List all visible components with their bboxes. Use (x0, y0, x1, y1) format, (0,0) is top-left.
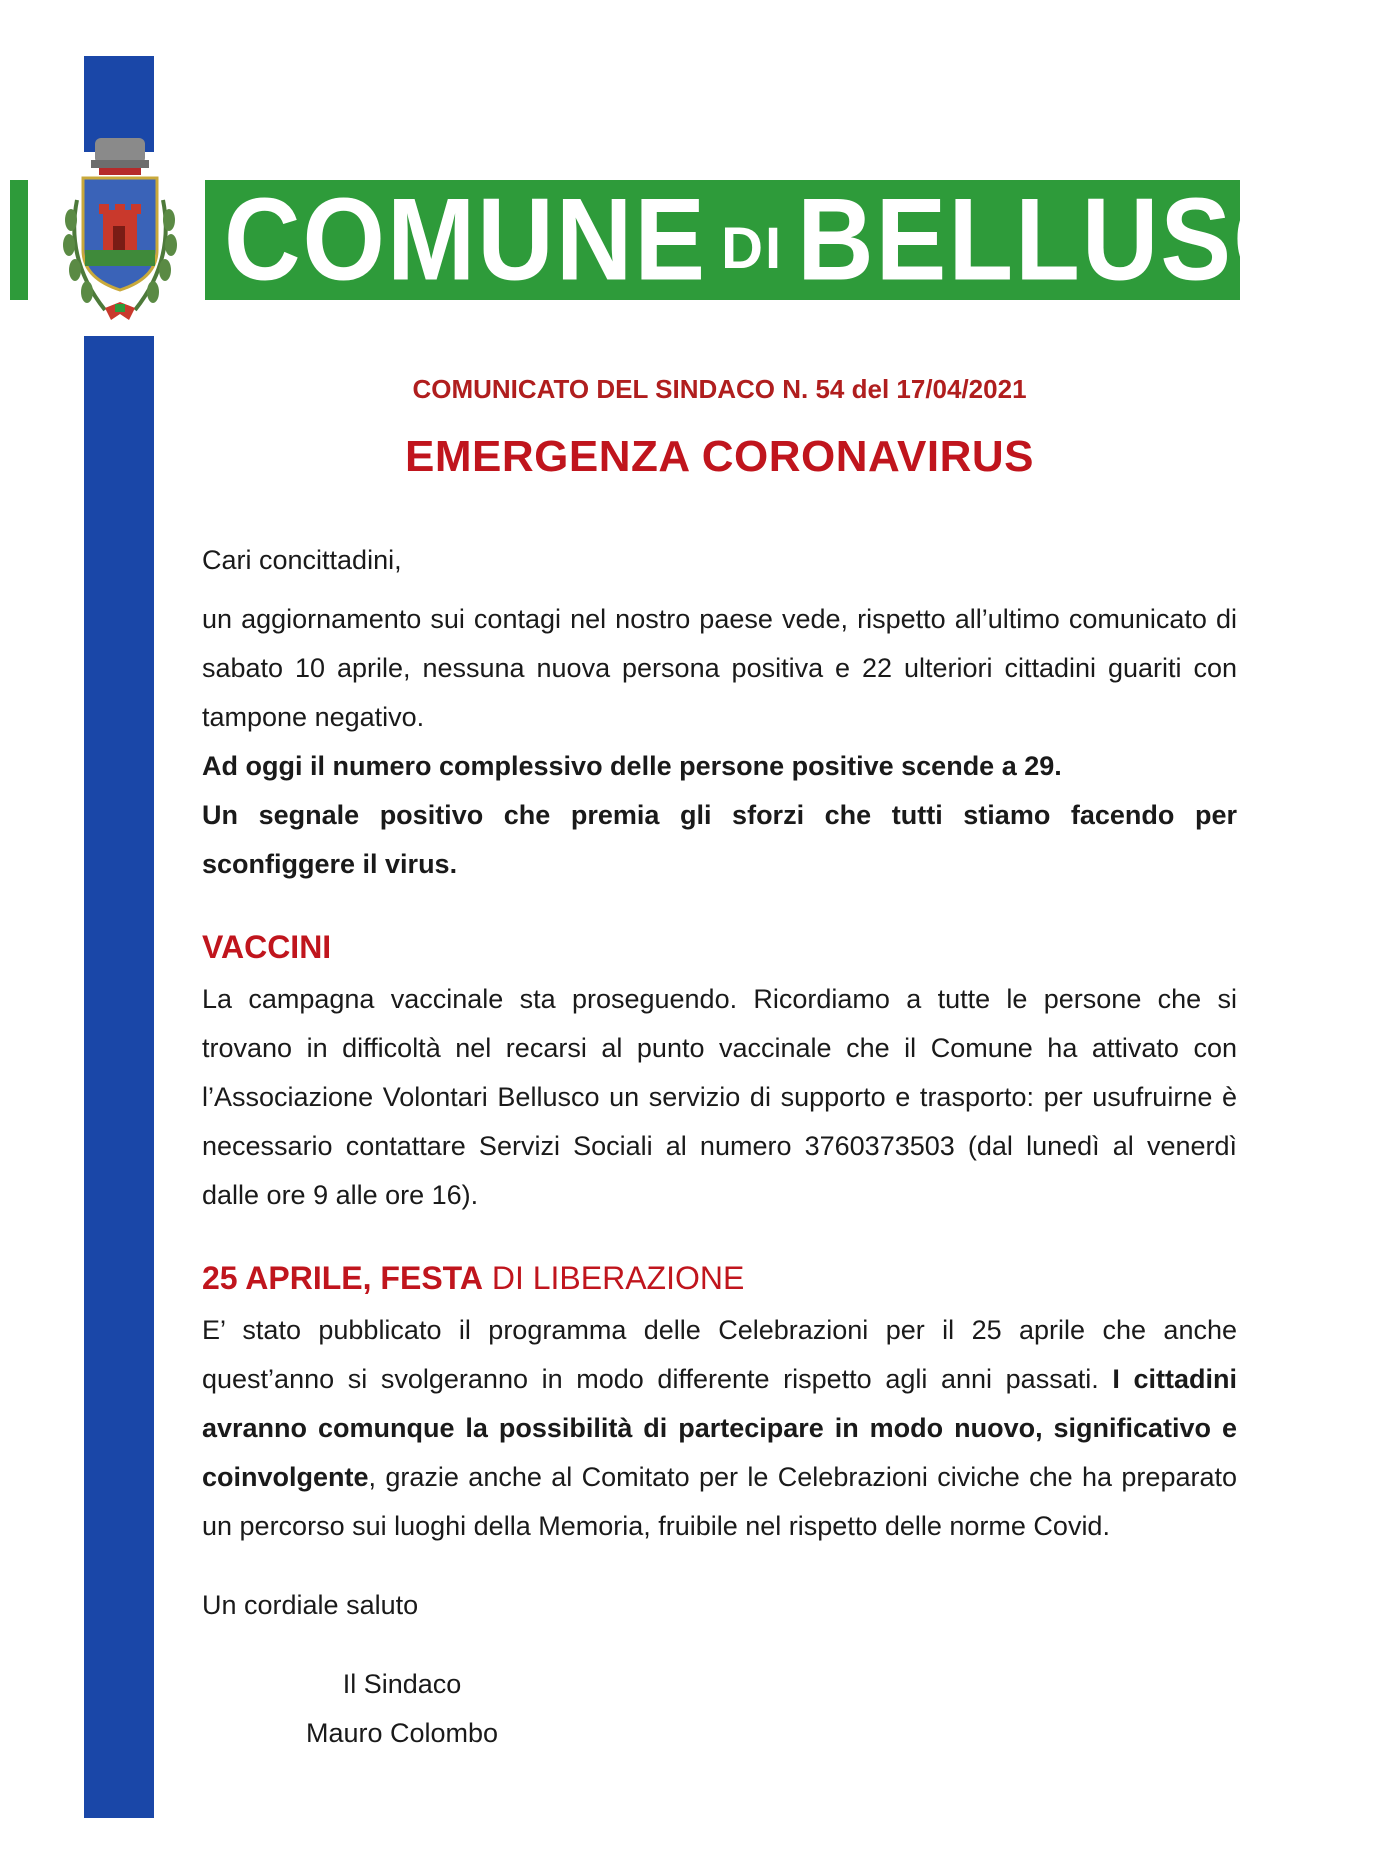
paragraph-positive-count: Ad oggi il numero complessivo delle persone positive scende a 29. (202, 751, 1062, 781)
green-stripe-left (10, 180, 28, 300)
blue-side-bar (84, 336, 154, 1818)
notice-body (202, 536, 1237, 1758)
paragraph-aprile (202, 1306, 1237, 1551)
section-title-aprile-bold: 25 APRILE, FESTA (202, 1260, 483, 1296)
notice-reference: COMUNICATO DEL SINDACO N. 54 del 17/04/2021 (412, 374, 1027, 404)
section-title-aprile-light: DI LIBERAZIONE (482, 1260, 745, 1296)
paragraph-update: un aggiornamento sui contagi nel nostro paese vede, rispetto all’ultimo comunicato di sabato 10 aprile, nessuna nuova persona positiva e 22 ulteriori cittadini guariti con tampone negativo. (202, 604, 1237, 732)
closing-line: Un cordiale saluto (202, 1590, 419, 1620)
banner-word-bellusco: BELLUSCO (797, 174, 1396, 305)
banner-word-comune: COMUNE (224, 174, 708, 305)
aprile-text-start: E’ stato pubblicato il programma delle Celebrazioni per il 25 aprile che anche quest’anno si svolgeranno in modo differente rispetto agli anni passati. (202, 1315, 1237, 1394)
signature-role: Il Sindaco (342, 1669, 462, 1699)
paragraph-vaccini: La campagna vaccinale sta proseguendo. Ricordiamo a tutte le persone che si trovano in difficoltà nel recarsi al punto vaccinale che il Comune ha attivato con l’Associazione Volontari Bellusco un servizio di supporto e trasporto: per usufruirne è necessario contattare Servizi Sociali al numero 3760373503 (dal lunedì al venerdì dalle ore 9 alle ore 16). (202, 984, 1237, 1210)
signature-name: Mauro Colombo (305, 1718, 499, 1748)
greeting: Cari concittadini, (202, 545, 402, 575)
aprile-text-end: , grazie anche al Comitato per le Celebrazioni civiche che ha preparato un percorso sui luoghi della Memoria, fruibile nel rispetto delle norme Covid. (202, 1462, 1237, 1541)
aprile-text-bold: I cittadini avranno comunque la possibilità di partecipare in modo nuovo, significativo e coinvolgente (202, 1364, 1237, 1492)
notice-title: EMERGENZA CORONAVIRUS (405, 432, 1034, 481)
section-title-aprile (202, 1250, 1237, 1306)
section-title-vaccini: VACCINI (202, 929, 332, 965)
paragraph-signal: Un segnale positivo che premia gli sforzi che tutti stiamo facendo per sconfiggere il virus. (202, 800, 1237, 879)
banner-title (224, 174, 1396, 305)
banner-word-di: DI (721, 215, 784, 281)
castle-crest-icon (55, 130, 185, 330)
